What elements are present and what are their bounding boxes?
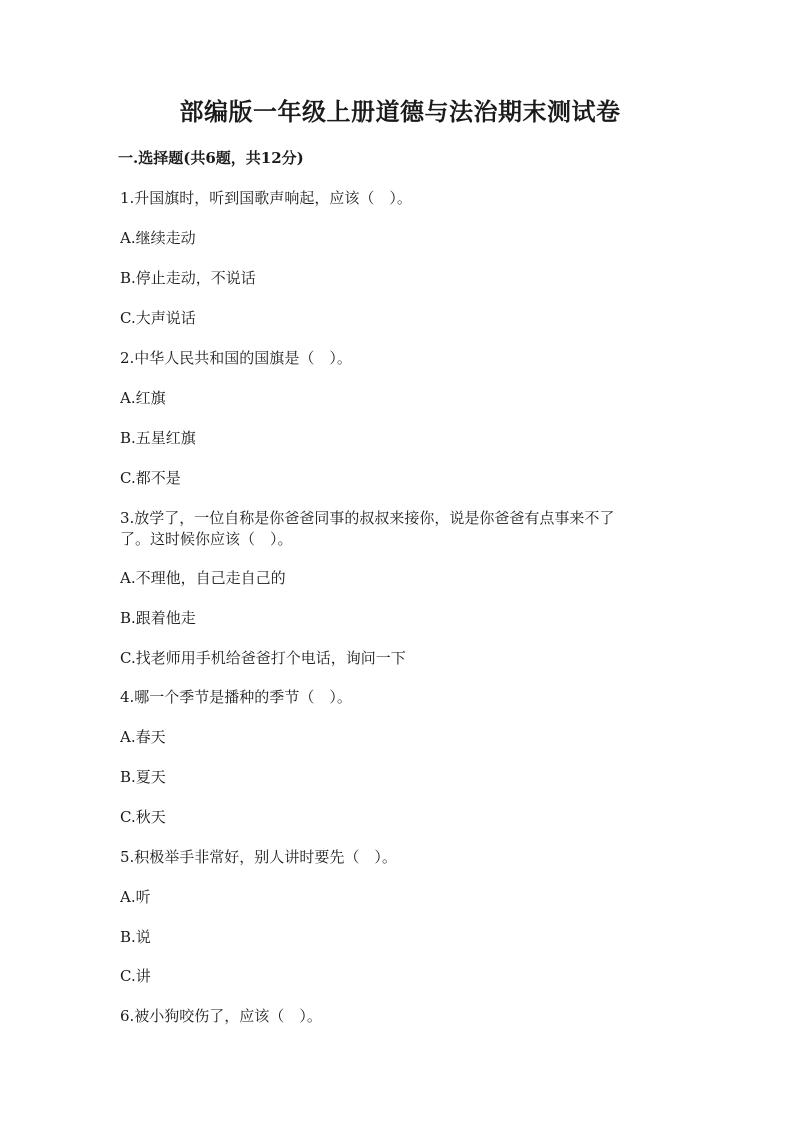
question-3-option-b: B.跟着他走 (120, 609, 196, 627)
question-1: 1.升国旗时，听到国歌声响起，应该（ ）。 (120, 189, 412, 207)
section-title: 一.选择题(共6题，共12分) (118, 149, 304, 167)
question-1-option-c: C.大声说话 (120, 309, 196, 327)
question-2: 2.中华人民共和国的国旗是（ ）。 (120, 349, 352, 367)
question-3-option-a: A.不理他，自己走自己的 (120, 569, 286, 587)
question-3-option-c: C.找老师用手机给爸爸打个电话，询问一下 (120, 649, 406, 667)
question-3: 3.放学了，一位自称是你爸爸同事的叔叔来接你，说是你爸爸有点事来不了 (120, 509, 615, 527)
question-4-option-a: A.春天 (120, 728, 166, 746)
question-2-option-a: A.红旗 (120, 389, 166, 407)
question-2-option-c: C.都不是 (120, 469, 181, 487)
question-5-option-b: B.说 (120, 928, 151, 946)
question-1-option-b: B.停止走动，不说话 (120, 269, 256, 287)
exam-title: 部编版一年级上册道德与法治期末测试卷 (179, 97, 621, 126)
question-6: 6.被小狗咬伤了，应该（ ）。 (120, 1007, 322, 1025)
question-5-option-c: C.讲 (120, 967, 151, 985)
question-3-continued: 了。这时候你应该（ ）。 (120, 530, 293, 548)
question-5-option-a: A.听 (120, 888, 151, 906)
question-1-option-a: A.继续走动 (120, 229, 196, 247)
question-4-option-c: C.秋天 (120, 808, 166, 826)
question-4-option-b: B.夏天 (120, 768, 166, 786)
question-4: 4.哪一个季节是播种的季节（ ）。 (120, 688, 352, 706)
question-2-option-b: B.五星红旗 (120, 429, 196, 447)
question-5: 5.积极举手非常好，别人讲时要先（ ）。 (120, 848, 397, 866)
